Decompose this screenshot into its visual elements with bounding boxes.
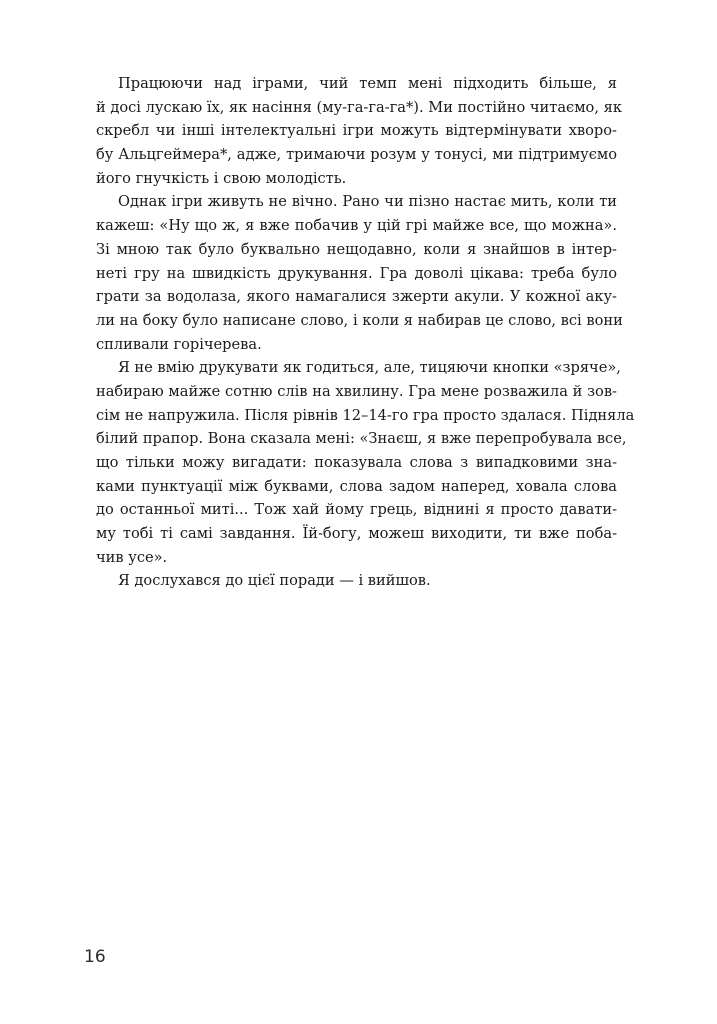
paragraph: [96, 356, 635, 569]
text-line: сім не напружила. Після рівнів 12–14-го гра просто здалася. Підняла: [96, 406, 635, 424]
text-line: бу Альцгеймера*, адже, тримаючи розум у тонусі, ми підтримуємо: [96, 146, 617, 164]
text-line: кажеш: «Ну що ж, я вже побачив у цій грі майже все, що можна».: [96, 217, 617, 235]
text-line: Працюючи над іграми, чий темп мені підходить більше, я: [118, 75, 617, 92]
text-line: його гнучкість і свою молодість.: [96, 169, 347, 187]
text-line: набираю майже сотню слів на хвилину. Гра мене розважила й зов-: [96, 382, 617, 400]
text-line: й досі лускаю їх, як насіння (му-га-га-га*). Ми постійно читаємо, як: [96, 98, 622, 116]
text-line: ками пунктуації між буквами, слова задом наперед, ховала слова: [96, 477, 617, 495]
text-line: до останньої миті... Тож хай йому грець, віднині я просто давати-: [96, 501, 617, 519]
text-line: чив усе».: [96, 548, 168, 566]
text-line: ли на боку було написане слово, і коли я набирав це слово, всі вони: [96, 311, 623, 329]
text-line: му тобі ті самі завдання. Їй-богу, можеш виходити, ти вже поба-: [96, 525, 617, 543]
paragraph: [96, 190, 623, 356]
text-line: спливали горічерева.: [96, 335, 262, 353]
text-line: білий прапор. Вона сказала мені: «Знаєш, я вже перепробувала все,: [96, 430, 627, 448]
text-line: Зі мною так було буквально нещодавно, коли я знайшов в інтер-: [96, 240, 617, 258]
paragraph: [96, 569, 617, 593]
paragraph: [96, 72, 622, 190]
text-line: неті гру на швидкість друкування. Гра доволі цікава: треба було: [96, 264, 617, 282]
text-line: грати за водолаза, якого намагалися зжерти акули. У кожної аку-: [96, 288, 617, 306]
text-line: Я не вмію друкувати як годиться, але, тицяючи кнопки «зряче»,: [118, 359, 621, 377]
text-line: що тільки можу вигадати: показувала слова з випадковими зна-: [96, 454, 617, 471]
page-number: 16: [84, 947, 106, 967]
text-line: скребл чи інші інтелектуальні ігри можуть відтермінувати хворо-: [96, 122, 617, 140]
body-text: [96, 72, 635, 593]
text-line: Однак ігри живуть не вічно. Рано чи пізно настає мить, коли ти: [118, 193, 617, 211]
text-line: Я дослухався до цієї поради — і вийшов.: [118, 572, 431, 590]
